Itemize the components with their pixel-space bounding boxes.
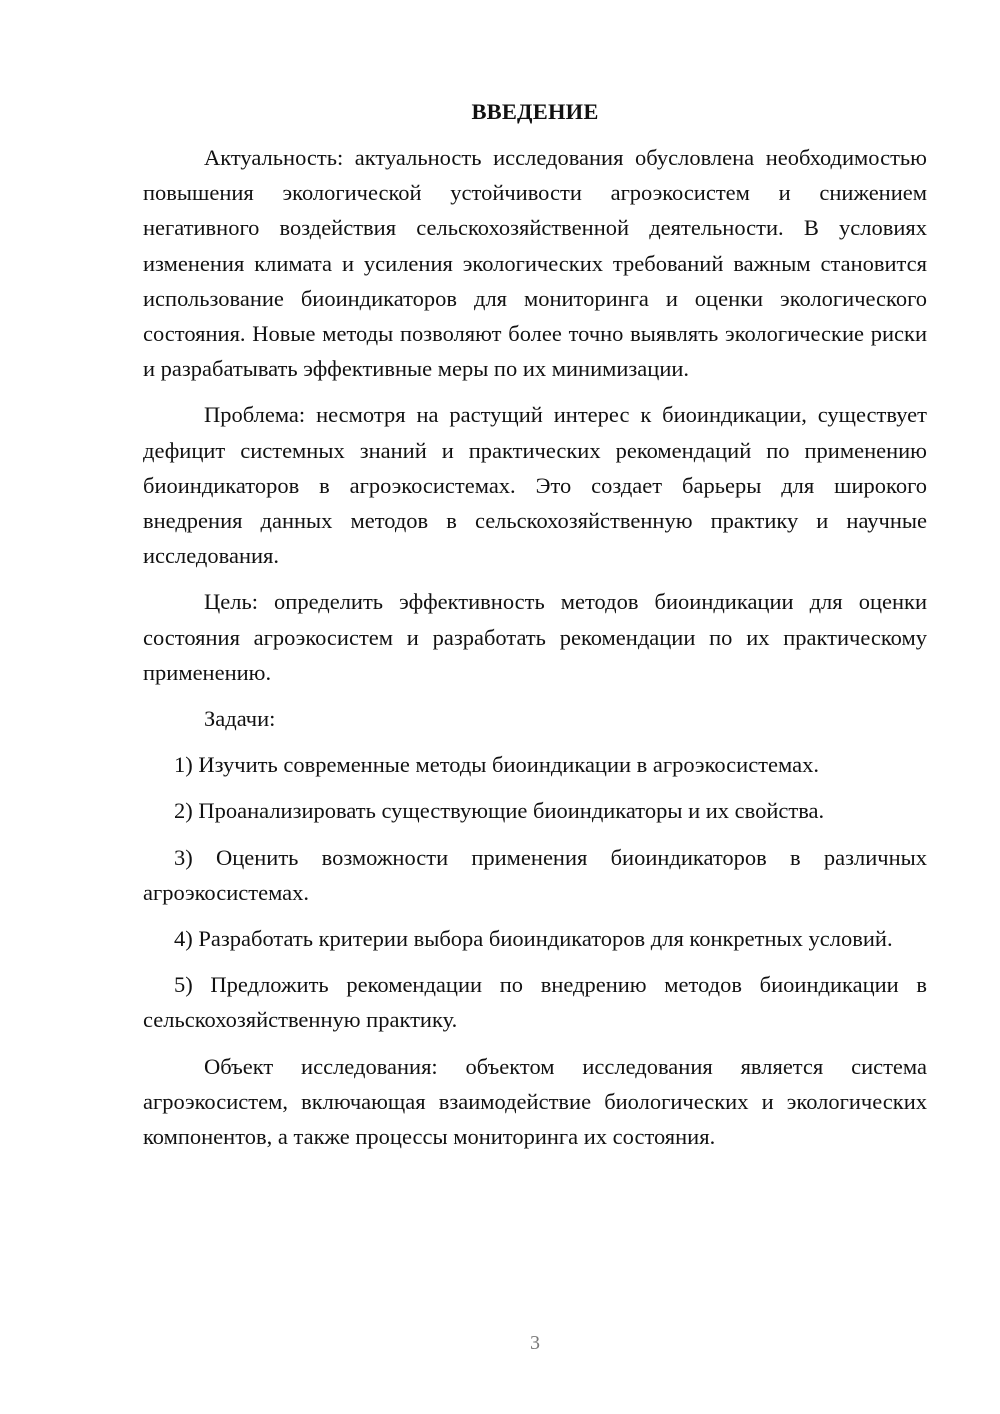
paragraph-goal: Цель: определить эффективность методов биоиндикации для оценки состояния агроэкосистем и разработать рекомендации по их практическому применению. bbox=[143, 589, 927, 685]
paragraph-relevance: Актуальность: актуальность исследования обусловлена необходимостью повышения экологической устойчивости агроэкосистем и снижением негативного воздействия сельскохозяйственной деятельности. В условиях изменения климата и усиления экологических требований важным становится использование биоиндикаторов для мониторинга и оценки экологического состояния. Новые методы позволяют более точно выявлять экологические риски и разрабатывать эффективные меры по их минимизации. bbox=[143, 145, 927, 382]
paragraph-problem: Проблема: несмотря на растущий интерес к биоиндикации, существует дефицит системных знаний и практических рекомендаций по применению биоиндикаторов в агроэкосистемах. Это создает барьеры для широкого внедрения данных методов в сельскохозяйственную практику и научные исследования. bbox=[143, 402, 927, 569]
task-item-1: 1) Изучить современные методы биоиндикации в агроэкосистемах. bbox=[174, 752, 819, 778]
task-item-2: 2) Проанализировать существующие биоиндикаторы и их свойства. bbox=[174, 798, 825, 824]
paragraph-object: Объект исследования: объектом исследования является система агроэкосистем, включающая взаимодействие биологических и экологических компонентов, а также процессы мониторинга их состояния. bbox=[143, 1053, 927, 1150]
tasks-heading: Задачи: bbox=[204, 706, 276, 732]
task-item-5: 5) Предложить рекомендации по внедрению методов биоиндикации в сельскохозяйственную практику. bbox=[143, 972, 927, 1033]
page-title: ВВЕДЕНИЕ bbox=[471, 99, 599, 124]
page-number: 3 bbox=[530, 1332, 540, 1354]
page-content bbox=[143, 94, 927, 1165]
task-item-4: 4) Разработать критерии выбора биоиндикаторов для конкретных условий. bbox=[174, 926, 893, 952]
task-item-3: 3) Оценить возможности применения биоиндикаторов в различных агроэкосистемах. bbox=[143, 844, 927, 905]
